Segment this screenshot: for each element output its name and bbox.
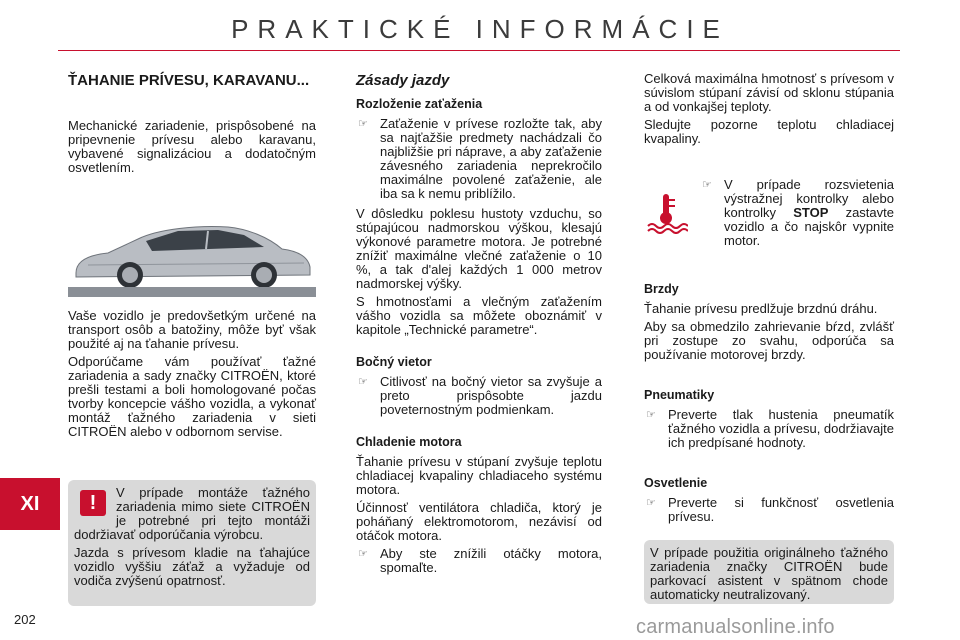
column-right xyxy=(644,72,894,530)
note-text: Jazda s prívesom kladie na ťahajúce vozidlo vyššiu záťaž a vyžaduje od vodiča zvýšenú opatrnosť. xyxy=(74,545,310,588)
subheading: Chladenie motora xyxy=(356,435,462,449)
intro-text: Mechanické zariadenie, prispôsobené na pripevnenie prívesu alebo karavanu, vybavené signalizáciou a dodatočným osvetlením. xyxy=(68,118,316,175)
paragraph: S hmotnosťami a vlečným zaťažením vášho vozidla sa môžete oboznámiť v kapitole „Technické parametre“. xyxy=(356,294,602,337)
list-item: ☞ Preverte si funkčnosť osvetlenia prívesu. xyxy=(646,495,894,524)
subheading: Bočný vietor xyxy=(356,355,432,369)
subheading: Pneumatiky xyxy=(644,388,715,402)
section-title: Zásady jazdy xyxy=(356,72,450,89)
info-note xyxy=(644,540,894,604)
road-strip xyxy=(68,287,316,297)
list-item: ☞ Preverte tlak hustenia pneumatík ťažného vozidla a prívesu, dodržiavajte ich predpísané hodnoty. xyxy=(646,407,895,450)
section-title: ŤAHANIE PRÍVESU, KARAVANU... xyxy=(68,72,310,89)
paragraph: Účinnosť ventilátora chladiča, ktorý je poháňaný elektromotorom, nezávisí od otáčok motora. xyxy=(356,500,602,543)
subheading: Rozloženie zaťaženia xyxy=(356,97,483,111)
page-header-title: PRAKTICKÉ INFORMÁCIE xyxy=(231,14,729,44)
pointing-hand-icon: ☞ xyxy=(358,118,368,130)
watermark-text: carmanualsonline.info xyxy=(636,616,835,638)
pointing-hand-icon: ☞ xyxy=(646,409,656,421)
paragraph: Ťahanie prívesu predlžuje brzdnú dráhu. xyxy=(644,301,878,316)
pointing-hand-icon: ☞ xyxy=(702,179,712,191)
subheading: Osvetlenie xyxy=(644,476,708,490)
paragraph: Odporúčame vám používať ťažné zariadenia a sady značky CITROËN, ktoré prešli testami a boli homologované počas tvorby koncepcie vášho vozidla, a vykonať montáž ťažného zariadenia v sieti CITROËN alebo v odbornom servise. xyxy=(68,354,316,439)
warning-note xyxy=(68,480,316,606)
note-text: V prípade použitia originálneho ťažného zariadenia značky CITROËN bude parkovací asistent v spätnom chode automaticky neutralizovaný. xyxy=(650,545,888,602)
list-item: ☞ Aby ste znížili otáčky motora, spomaľte. xyxy=(358,546,602,575)
exclamation-warning-icon: ! xyxy=(80,490,106,516)
subheading: Brzdy xyxy=(644,282,679,296)
list-item: ☞ Zaťaženie v prívese rozložte tak, aby sa najťažšie predmety nachádzali čo najbližšie pri náprave, a aby zaťaženie závesného zariadenia neprekročilo maximálne povolené zaťaženie, ale iba sa k nemu priblížilo. xyxy=(358,116,602,201)
column-middle xyxy=(356,72,602,581)
paragraph: Vaše vozidlo je predovšetkým určené na transport osôb a batožiny, môže byť však použité aj na ťahanie prívesu. xyxy=(68,308,316,351)
paragraph: Aby sa obmedzilo zahrievanie bŕzd, zvlášť pri zostupe zo svahu, odporúča sa používanie motorovej brzdy. xyxy=(644,319,894,362)
coolant-temperature-icon xyxy=(644,178,700,254)
page-number: 202 xyxy=(14,612,36,627)
header-divider xyxy=(58,50,900,51)
pointing-hand-icon: ☞ xyxy=(358,376,368,388)
note-text: V prípade montáže ťažného zariadenia mimo siete CITROËN je potrebné pri tejto montáži dodržiavať odporúčania výrobcu. xyxy=(74,485,310,542)
engine-warning-block xyxy=(644,178,894,254)
column-left xyxy=(68,72,316,443)
car-side-view-icon xyxy=(68,209,316,297)
list-item: ☞ V prípade rozsvietenia výstražnej kontrolky alebo kontrolky STOP zastavte vozidlo a čo najskôr vypnite motor. xyxy=(702,177,894,248)
car-illustration xyxy=(68,209,316,297)
pointing-hand-icon: ☞ xyxy=(646,497,656,509)
pointing-hand-icon: ☞ xyxy=(358,548,368,560)
paragraph: V dôsledku poklesu hustoty vzduchu, so stúpajúcou nadmorskou výškou, klesajú výkonové parametre motora. Je potrebné znížiť maximálne vlečné zaťaženie o 10 %, a tak d'alej každých 1 000 metrov nadmorskej výšky. xyxy=(356,206,602,291)
chapter-tab: XI xyxy=(0,478,60,530)
list-item: ☞ Citlivosť na bočný vietor sa zvyšuje a preto prispôsobte jazdu poveternostným podmienkam. xyxy=(358,374,602,417)
paragraph: Celková maximálna hmotnosť s prívesom v súvislom stúpaní závisí od sklonu stúpania a od vonkajšej teploty. xyxy=(644,71,894,114)
paragraph: Ťahanie prívesu v stúpaní zvyšuje teplotu chladiacej kvapaliny chladiaceho systému motora. xyxy=(356,454,602,497)
paragraph: Sledujte pozorne teplotu chladiacej kvapaliny. xyxy=(644,117,894,146)
